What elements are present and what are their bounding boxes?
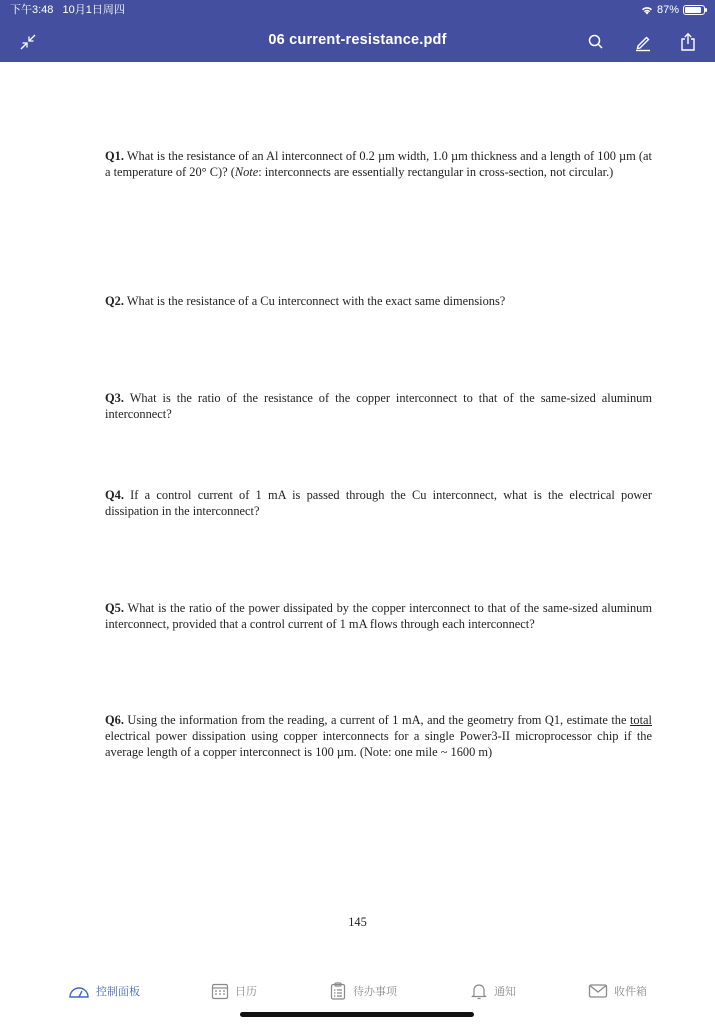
document-title: 06 current-resistance.pdf xyxy=(268,32,447,48)
share-icon[interactable] xyxy=(678,32,698,52)
question-1 xyxy=(105,148,652,180)
question-4 xyxy=(105,487,652,519)
tab-notifications[interactable] xyxy=(470,975,516,1007)
calendar-icon xyxy=(211,982,229,1000)
question-4-text: If a control current of 1 mA is passed through the Cu interconnect, what is the electrical power dissipation in the interconnect? xyxy=(105,488,652,518)
question-3 xyxy=(105,390,652,422)
page-number: 145 xyxy=(348,915,367,929)
todo-icon xyxy=(329,982,347,1000)
question-1-text: What is the resistance of an Al interconnect of 0.2 µm width, 1.0 µm thickness and a length of 100 µm (at a temperature of 20° C)? ( xyxy=(105,149,652,179)
tab-dashboard[interactable] xyxy=(68,975,140,1007)
question-3-label: Q3. xyxy=(105,391,124,405)
tab-inbox[interactable] xyxy=(588,975,647,1007)
wifi-icon xyxy=(641,5,653,15)
status-date: 10月1日周四 xyxy=(62,4,125,16)
bottom-tab-bar xyxy=(0,975,715,1007)
battery-icon xyxy=(683,5,705,15)
question-6-text-a: Using the information from the reading, a current of 1 mA, and the geometry from Q1, estimate the xyxy=(127,713,630,727)
question-5-label: Q5. xyxy=(105,601,124,615)
question-6-underlined: total xyxy=(629,713,652,727)
tab-todo-label: 待办事项 xyxy=(353,986,397,998)
question-1-note-label: Note xyxy=(234,165,259,179)
question-2 xyxy=(105,293,652,309)
search-icon[interactable] xyxy=(586,32,606,52)
question-3-text: What is the ratio of the resistance of the copper interconnect to that of the same-sized aluminum interconnect? xyxy=(105,391,653,421)
dashboard-icon xyxy=(68,983,90,999)
tab-todo[interactable] xyxy=(329,975,397,1007)
tab-inbox-label: 收件箱 xyxy=(614,986,647,998)
battery-percent: 87% xyxy=(656,4,679,16)
question-6-label: Q6. xyxy=(105,713,124,727)
status-bar xyxy=(0,0,715,20)
question-5 xyxy=(105,600,652,632)
question-1-label: Q1. xyxy=(105,149,124,163)
bell-icon xyxy=(470,982,488,1000)
tab-notifications-label: 通知 xyxy=(494,986,516,998)
mail-icon xyxy=(588,983,608,999)
annotate-pen-icon[interactable] xyxy=(633,32,653,52)
nav-bar xyxy=(0,22,715,62)
top-bar xyxy=(0,0,715,62)
tab-calendar-label: 日历 xyxy=(235,986,257,998)
question-2-text: What is the resistance of a Cu interconnect with the exact same dimensions? xyxy=(126,294,506,308)
question-2-label: Q2. xyxy=(105,294,124,308)
tab-calendar[interactable] xyxy=(211,975,257,1007)
home-indicator[interactable] xyxy=(240,1012,474,1017)
question-4-label: Q4. xyxy=(105,488,124,502)
tab-dashboard-label: 控制面板 xyxy=(96,986,140,998)
question-5-text: What is the ratio of the power dissipated by the copper interconnect to that of the same-sized aluminum interconnect, provided that a control current of 1 mA flows through each interconnect? xyxy=(105,601,653,631)
question-6-text-b: electrical power dissipation using copper interconnects for a single Power3-II microprocessor chip if the average length of a copper interconnect is 100 µm. (Note: one mile ~ 1600 m) xyxy=(105,729,652,759)
question-6 xyxy=(105,712,652,760)
status-time: 下午3:48 xyxy=(10,4,54,16)
question-1-note-text: : interconnects are essentially rectangular in cross-section, not circular.) xyxy=(258,165,614,179)
